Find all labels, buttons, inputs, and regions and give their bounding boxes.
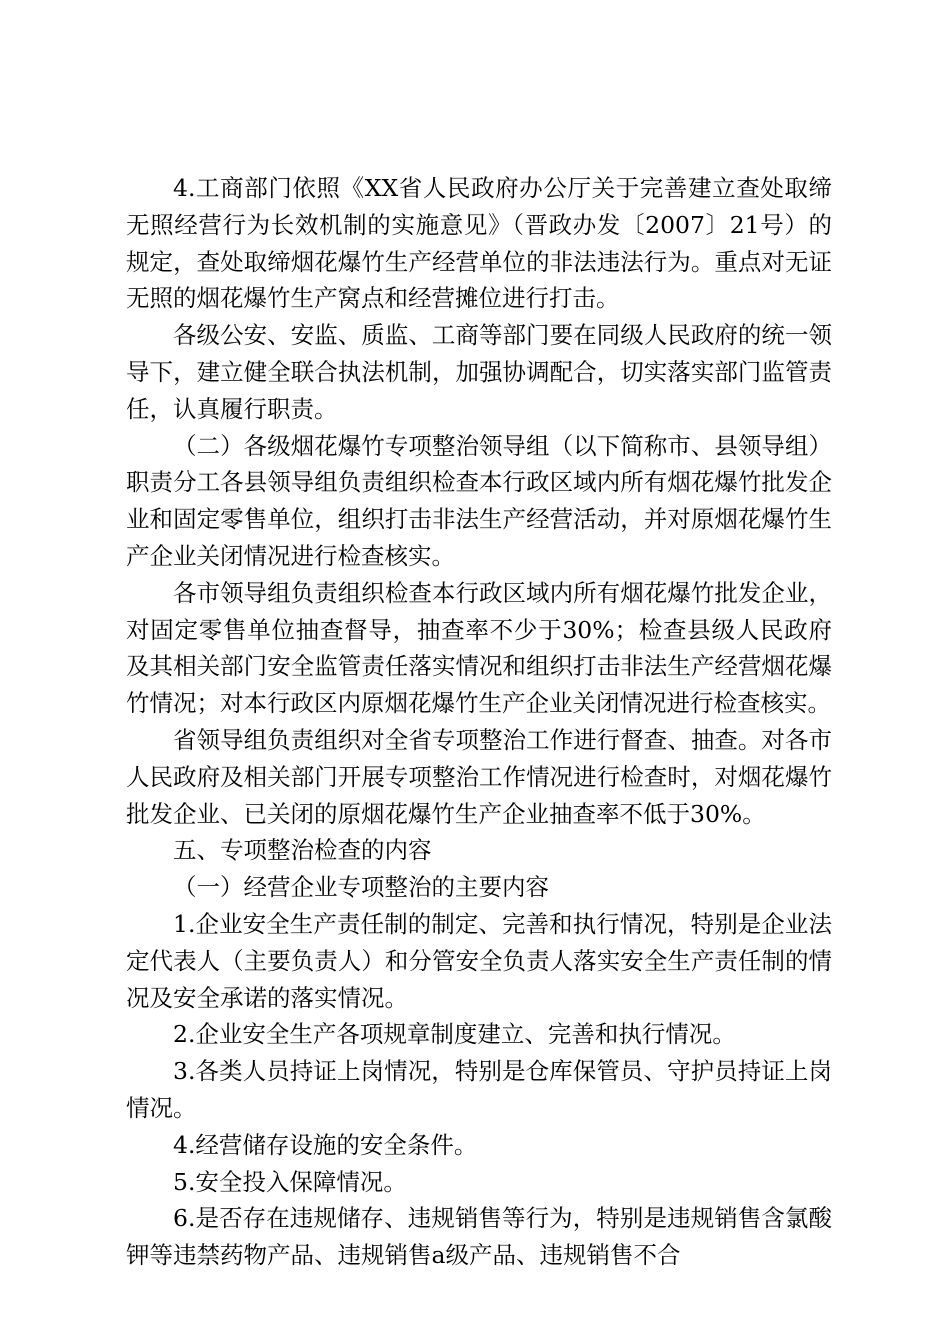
list-item-2: 2.企业安全生产各项规章制度建立、完善和执行情况。 <box>173 1020 736 1049</box>
list-item-6: 6.是否存在违规储存、违规销售等行为，特别是违规销售含氯酸钾等违禁药物产品、违规销售a级产品、违规销售不合 <box>126 1204 832 1270</box>
list-item-1: 1.企业安全生产责任制的制定、完善和执行情况，特别是企业法定代表人（主要负责人）和分管安全负责人落实安全生产责任制的情况及安全承诺的落实情况。 <box>126 909 832 1012</box>
list-item-3: 3.各类人员持证上岗情况，特别是仓库保管员、守护员持证上岗情况。 <box>126 1057 832 1122</box>
paragraph-leading-group-duties: （二）各级烟花爆竹专项整治领导组（以下简称市、县领导组）职责分工各县领导组负责组织检查本行政区域内所有烟花爆竹批发企业和固定零售单位，组织打击非法生产经营活动，并对原烟花爆竹生产企业关闭情况进行检查核实。 <box>126 431 832 570</box>
list-item-4: 4.经营储存设施的安全条件。 <box>173 1130 478 1159</box>
paragraph-city-group: 各市领导组负责组织检查本行政区域内所有烟花爆竹批发企业，对固定零售单位抽查督导，抽查率不少于30%；检查县级人民政府及其相关部门安全监管责任落实情况和组织打击非法生产经营烟花爆竹情况；对本行政区内原烟花爆竹生产企业关闭情况进行检查核实。 <box>126 578 832 718</box>
list-item-5: 5.安全投入保障情况。 <box>173 1167 407 1196</box>
paragraph-province-group: 省领导组负责组织对全省专项整治工作进行督查、抽查。对各市人民政府及相关部门开展专项整治工作情况进行检查时，对烟花爆竹批发企业、已关闭的原烟花爆竹生产企业抽查率不低于30%。 <box>126 725 832 828</box>
subsection-heading-business-enterprises: （一）经营企业专项整治的主要内容 <box>173 873 549 902</box>
document-body <box>126 170 832 1274</box>
section-heading-inspection-content: 五、专项整治检查的内容 <box>173 836 432 865</box>
paragraph-joint-enforcement: 各级公安、安监、质监、工商等部门要在同级人民政府的统一领导下，建立健全联合执法机制，加强协调配合，切实落实部门监管责任，认真履行职责。 <box>126 321 832 423</box>
paragraph-business-dept: 4.工商部门依照《XX省人民政府办公厅关于完善建立查处取缔无照经营行为长效机制的实施意见》（晋政办发〔2007〕21号）的规定，查处取缔烟花爆竹生产经营单位的非法违法行为。重点对无证无照的烟花爆竹生产窝点和经营摊位进行打击。 <box>126 174 832 313</box>
